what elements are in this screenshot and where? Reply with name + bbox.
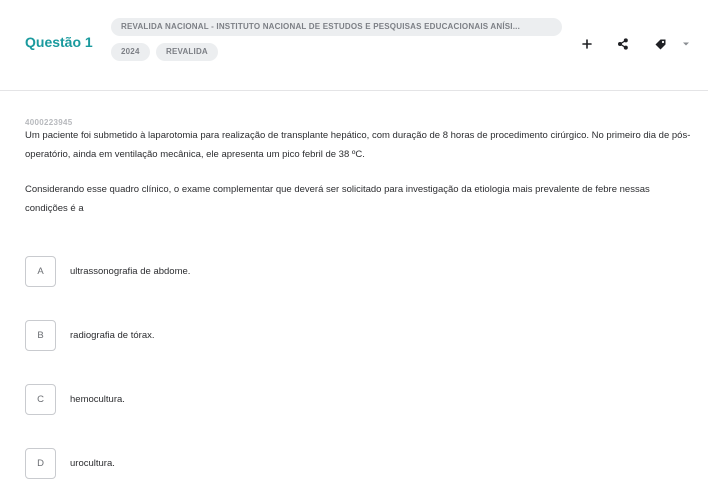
option-text: ultrassonografia de abdome. [70,265,191,277]
tag-icon [654,38,667,51]
option-letter: D [25,448,56,479]
option-letter: A [25,256,56,287]
add-button[interactable] [576,33,598,55]
header-actions [0,33,708,55]
option-text: hemocultura. [70,393,125,405]
source-tag[interactable]: REVALIDA NACIONAL - INSTITUTO NACIONAL DE ESTUDOS E PESQUISAS EDUCACIONAIS ANÍSI... [111,18,562,36]
question-header [0,0,708,91]
option-letter: C [25,384,56,415]
option-b[interactable] [25,318,685,352]
option-c[interactable] [25,382,685,416]
tag-menu-toggle[interactable] [676,33,696,55]
year-tag[interactable]: 2024 [111,43,150,61]
tag-button[interactable] [649,33,671,55]
share-icon [617,38,629,50]
question-id: 4000223945 [25,118,73,127]
plus-icon [582,39,592,49]
option-d[interactable] [25,446,685,480]
exam-tag[interactable]: REVALIDA [156,43,218,61]
question-title: Questão 1 [25,34,93,50]
option-letter: B [25,320,56,351]
question-statement-2: Considerando esse quadro clínico, o exame complementar que deverá ser solicitado para investigação da etiologia mais prevalente de febre nessas condições é a [25,184,650,214]
share-button[interactable] [612,33,634,55]
option-text: urocultura. [70,457,115,469]
option-text: radiografia de tórax. [70,329,155,341]
chevron-down-icon [682,41,690,47]
question-statement-1: Um paciente foi submetido à laparotomia para realização de transplante hepático, com duração de 8 horas de procedimento cirúrgico. No primeiro dia de pós-operatório, ainda em ventilação mecânica, ele apresenta um pico febril de 38 ºC. [25,130,691,160]
option-a[interactable] [25,254,685,288]
